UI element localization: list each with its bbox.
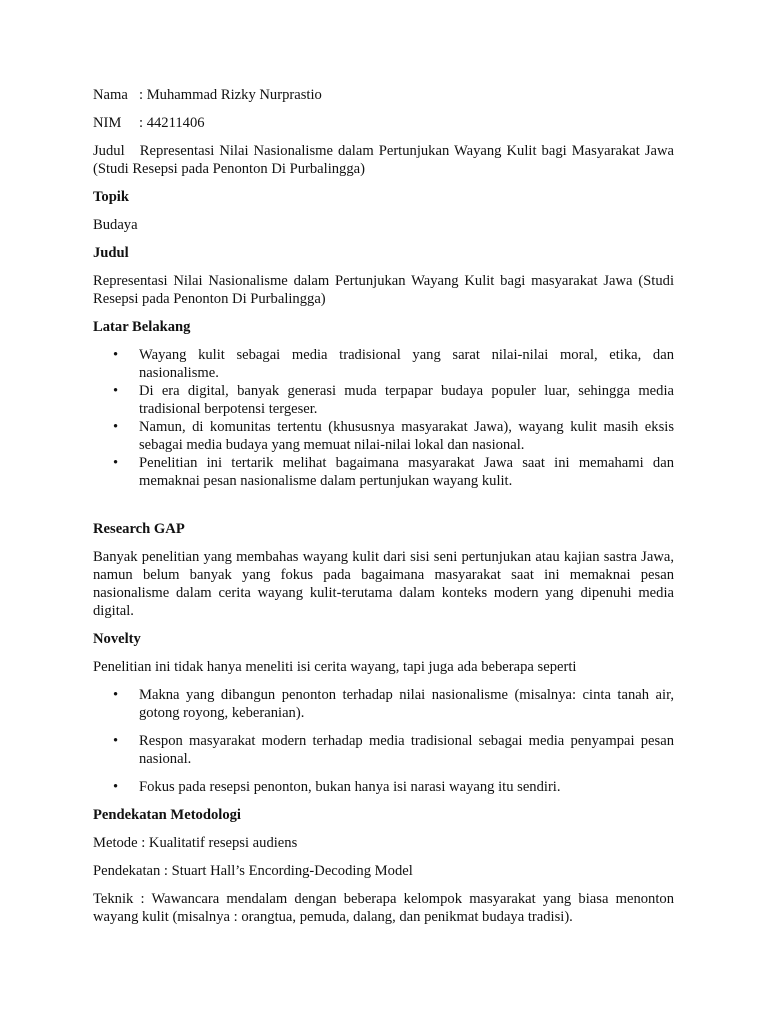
- research-gap-heading: Research GAP: [93, 521, 185, 537]
- bullet-icon: •: [113, 347, 119, 363]
- bullet-icon: •: [113, 419, 119, 435]
- bullet-icon: •: [113, 779, 119, 795]
- judul-value: Representasi Nilai Nasionalisme dalam Pertunjukan Wayang Kulit bagi Masyarakat Jawa (Studi Resepsi pada Penonton Di Purbalingga): [93, 143, 674, 177]
- bullet-icon: •: [113, 687, 119, 703]
- novelty-intro: Penelitian ini tidak hanya meneliti isi cerita wayang, tapi juga ada beberapa seperti: [93, 659, 577, 675]
- judul-text: Representasi Nilai Nasionalisme dalam Pertunjukan Wayang Kulit bagi masyarakat Jawa (Studi Resepsi pada Penonton Di Purbalingga): [93, 273, 674, 307]
- metodologi-heading: Pendekatan Metodologi: [93, 807, 241, 823]
- list-item: • Fokus pada resepsi penonton, bukan hanya isi narasi wayang itu sendiri.: [113, 779, 561, 795]
- list-item: • Penelitian ini tertarik melihat bagaimana masyarakat Jawa saat ini memahami dan memaknai pesan nasionalisme dalam pertunjukan wayang kulit.: [113, 455, 674, 489]
- topik-heading: Topik: [93, 189, 129, 205]
- novelty-list: [93, 686, 674, 796]
- latar-belakang-list: [93, 346, 674, 490]
- list-item: • Makna yang dibangun penonton terhadap nilai nasionalisme (misalnya: cinta tanah air, gotong royong, keberanian).: [113, 687, 674, 721]
- document-page: [93, 86, 674, 936]
- novelty-heading: Novelty: [93, 631, 141, 647]
- bullet-icon: •: [113, 455, 119, 471]
- nim-value: : 44211406: [139, 115, 205, 131]
- teknik-text: Teknik : Wawancara mendalam dengan beberapa kelompok masyarakat yang biasa menonton wayang kulit (misalnya : orangtua, pemuda, dalang, dan penikmat budaya tradisi).: [93, 891, 674, 925]
- nim-row: [93, 114, 674, 132]
- list-item: • Respon masyarakat modern terhadap media tradisional sebagai media penyampai pesan nasional.: [113, 733, 674, 767]
- list-item: • Namun, di komunitas tertentu (khususnya masyarakat Jawa), wayang kulit masih eksis sebagai media budaya yang memuat nilai-nilai lokal dan nasional.: [113, 419, 674, 453]
- nama-row: [93, 86, 674, 104]
- nama-value: : Muhammad Rizky Nurprastio: [139, 87, 322, 103]
- nama-label: Nama: [93, 87, 128, 103]
- bullet-icon: •: [113, 733, 119, 749]
- bullet-icon: •: [113, 383, 119, 399]
- pendekatan-text: Pendekatan : Stuart Hall’s Encording-Decoding Model: [93, 863, 413, 879]
- spacer: [93, 500, 674, 520]
- judul-heading: Judul: [93, 245, 129, 261]
- latar-belakang-heading: Latar Belakang: [93, 319, 191, 335]
- topik-text: Budaya: [93, 217, 138, 233]
- list-item: • Wayang kulit sebagai media tradisional yang sarat nilai-nilai moral, etika, dan nasionalisme.: [113, 347, 674, 381]
- metode-text: Metode : Kualitatif resepsi audiens: [93, 835, 298, 851]
- judul-row: [93, 142, 674, 178]
- nim-label: NIM: [93, 115, 122, 131]
- judul-label: Judul: [93, 143, 125, 159]
- list-item: • Di era digital, banyak generasi muda terpapar budaya populer luar, sehingga media tradisional berpotensi tergeser.: [113, 383, 674, 417]
- research-gap-text: Banyak penelitian yang membahas wayang kulit dari sisi seni pertunjukan atau kajian sastra Jawa, namun belum banyak yang fokus pada bagaimana masyarakat saat ini memaknai pesan nasionalisme dalam cerita wayang kulit-terutama dalam konteks modern yang dipenuhi media digital.: [93, 549, 674, 619]
